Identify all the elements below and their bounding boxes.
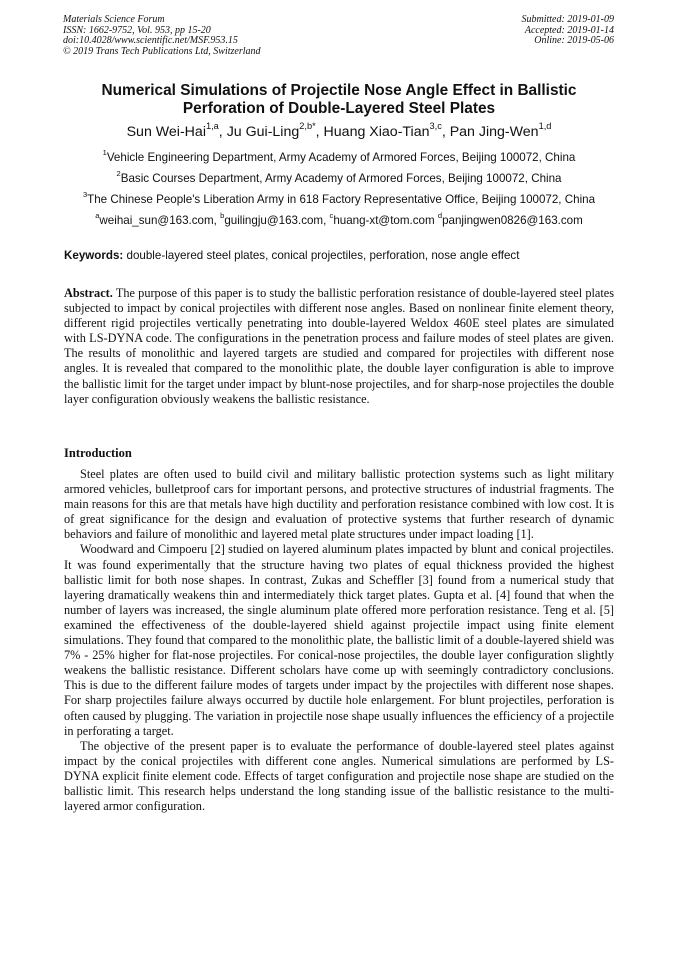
paragraph: The objective of the present paper is to evaluate the performance of double-layered steel plates against impact by the conical projectiles with different cone angles. Numerical simulations are performed by LS-DYNA explicit finite element code. Effects of target configuration and projectile nose shape are studied on the ballistic limit. This research helps understand the long standing issue of the ballistic resistance to the multi-layered armor configuration.: [64, 738, 614, 814]
keywords-text: double-layered steel plates, conical projectiles, perforation, nose angle effect: [126, 249, 520, 262]
abstract-text: The purpose of this paper is to study the ballistic perforation resistance of double-layered steel plates subjected to impact by conical projectiles with different nose angles. Based on nonlinear finite element theory, different rigid projectiles vertically penetrating into double-layered Weldox 460E steel plates are simulated with LS-DYNA code. The configurations in the penetration process and failure modes of steel plates are given. The results of monolithic and layered targets are studied and compared for projectiles with different nose angles. It is revealed that compared to the monolithic plate, the double layer configuration is able to improve the ballistic limit for the target under impact by blunt-nose projectiles, and for sharp-nose projectiles the double layer configuration obviously weakens the ballistic resistance.: [64, 286, 614, 406]
keywords-label: Keywords:: [64, 249, 124, 262]
email-mark: b: [220, 211, 225, 221]
accepted-date: Accepted: 2019-01-14: [524, 24, 614, 36]
journal-name: Materials Science Forum: [63, 14, 165, 25]
affiliation-2: [20, 169, 658, 186]
author-name: Ju Gui-Ling: [226, 124, 300, 140]
email-mark: d: [437, 211, 443, 221]
paragraph: Woodward and Cimpoeru [2] studied on layered aluminum plates impacted by blunt and conical projectiles. It was found experimentally that the structure having two plates of equal thickness provided the highest ballistic limit for both nose shapes. In contrast, Zukas and Scheffler [3] found from a numerical study that layering dramatically weakens thin and intermediately thick target plates. Gupta et al. [4] found that when the number of layers was increased, the single aluminum plate offered more perforation resistance. Teng et al. [5] examined the effectiveness of the double-layered shield against projectile impact using finite element simulations. They found that compared to the monolithic plate, the ballistic limit of a double-layered shield was 7% - 25% higher for flat-nose projectiles. For conical-nose projectiles, the double layer configuration slightly weakens the ballistic resistance. Different scholars have come up with seemingly contradictory conclusions. This is due to the different failure modes of targets under impact by the projectiles with different nose shapes. For sharp projectiles failure always occurred by ductile hole enlargement. For blunt projectiles, perforation is often caused by plugging. The variation in projectile nose shape usually influences the efficiency of a projectile in perforating a target.: [64, 542, 614, 738]
author-name: Huang Xiao-Tian: [323, 124, 430, 140]
author-affil-mark: 1,d: [538, 121, 552, 132]
author-affil-mark: 3,c: [429, 121, 442, 132]
email-address: weihai_sun@163.com,: [99, 214, 221, 227]
keywords: [64, 249, 616, 263]
author-affil-mark: 2,b*: [299, 121, 316, 132]
journal-header-right: [522, 15, 615, 47]
email-address: guilingju@163.com,: [224, 214, 330, 227]
author-name: Sun Wei-Hai: [126, 124, 206, 140]
submitted-date: Submitted: 2019-01-09: [521, 14, 614, 25]
author-list: Sun Wei-Hai$^{1,a}$, Ju Gui-Ling$^{2,b*}$, Huang Xiao-Tian$^{3,c}$, Pan Jing-Wen$^{1,d}$: [126, 121, 552, 140]
affiliation-1: [20, 148, 658, 165]
paragraph: Steel plates are often used to build civil and military ballistic protection systems such as light military armored vehicles, bulletproof cars for important persons, and protective structures of industrial fragments. The main reasons for this are that metals have high ductility and perforation resistance combined with low cost. It is of great significance for the design and evaluation of protective systems that further research of dynamic behaviors and failure of monolithic and layered metal plate structures under impact loading [1].: [64, 467, 614, 542]
doi-line: doi:10.4028/www.scientific.net/MSF.953.15: [63, 35, 238, 46]
affiliation-text: The Chinese People's Liberation Army in 618 Factory Representative Office, Beijing 100072, China: [87, 193, 596, 206]
affiliation-text: Basic Courses Department, Army Academy of Armored Forces, Beijing 100072, China: [120, 172, 562, 185]
paper-title: [40, 82, 638, 118]
email-mark: c: [329, 211, 334, 221]
author-affil-mark: 1,a: [205, 121, 219, 132]
email-mark: a: [95, 211, 100, 221]
affiliation-mark: 1: [102, 148, 107, 158]
author-name: Pan Jing-Wen: [449, 124, 539, 140]
affiliation-mark: 2: [116, 169, 121, 179]
abstract: [64, 286, 614, 407]
section-heading: Introduction: [64, 446, 132, 460]
copyright-line: © 2019 Trans Tech Publications Ltd, Switzerland: [63, 45, 261, 57]
affiliation-3: [20, 190, 658, 207]
affiliation-text: Vehicle Engineering Department, Army Academy of Armored Forces, Beijing 100072, China: [106, 151, 576, 164]
email-address: huang-xt@tom.com: [333, 214, 438, 227]
journal-header-left: [63, 15, 261, 57]
title-line-2: Perforation of Double-Layered Steel Plates: [182, 100, 496, 117]
online-date: Online: 2019-05-06: [534, 35, 614, 46]
introduction-body: [64, 467, 614, 814]
affiliation-mark: 3: [82, 190, 88, 200]
abstract-label: Abstract.: [64, 286, 113, 300]
title-line-1: Numerical Simulations of Projectile Nose Angle Effect in Ballistic: [101, 82, 577, 99]
email-line: [20, 211, 658, 228]
email-address: panjingwen0826@163.com: [442, 214, 583, 227]
issn-line: ISSN: 1662-9752, Vol. 953, pp 15-20: [63, 24, 211, 36]
